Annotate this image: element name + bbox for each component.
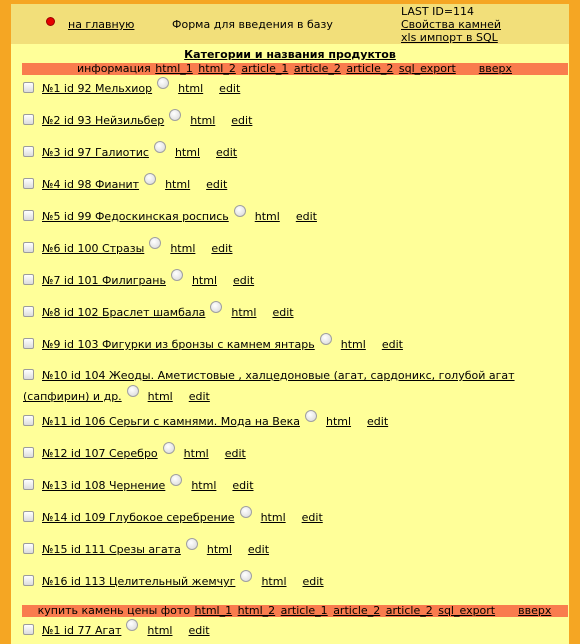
home-link[interactable]: на главную xyxy=(68,18,135,31)
item-checkbox[interactable] xyxy=(23,114,34,125)
item-radio[interactable] xyxy=(169,109,181,121)
item-html-link[interactable]: html xyxy=(191,479,217,492)
categories-title: Категории и названия продуктов xyxy=(184,48,396,61)
list-item xyxy=(23,410,563,431)
item-edit-link[interactable]: edit xyxy=(231,114,253,127)
item-radio[interactable] xyxy=(210,301,222,313)
item-checkbox[interactable] xyxy=(23,82,34,93)
item-checkbox[interactable] xyxy=(23,575,34,586)
list-item xyxy=(23,506,563,527)
item-radio[interactable] xyxy=(320,333,332,345)
list-item xyxy=(23,619,563,640)
item-name-link[interactable]: №12 id 107 Серебро xyxy=(42,447,158,460)
item-checkbox[interactable] xyxy=(23,479,34,490)
item-edit-link[interactable]: edit xyxy=(232,479,254,492)
item-checkbox[interactable] xyxy=(23,178,34,189)
item-name-link[interactable]: №14 id 109 Глубокое серебрение xyxy=(42,511,235,524)
item-edit-link[interactable]: edit xyxy=(233,274,255,287)
list-item xyxy=(23,442,563,463)
item-html-link[interactable]: html xyxy=(170,242,196,255)
item-name-link[interactable]: №3 id 97 Галиотис xyxy=(42,146,149,159)
list-item xyxy=(23,237,563,258)
item-html-link[interactable]: html xyxy=(165,178,191,191)
item-html-link[interactable]: html xyxy=(254,210,280,223)
xls-import-link[interactable]: xls импорт в SQL xyxy=(401,31,498,44)
item-checkbox[interactable] xyxy=(23,274,34,285)
list-item xyxy=(23,301,563,322)
list-item xyxy=(23,109,563,130)
item-edit-link[interactable]: edit xyxy=(302,575,324,588)
nav2-article-2-link[interactable]: article_2 xyxy=(333,604,381,617)
item-name-link[interactable]: №15 id 111 Срезы агата xyxy=(42,543,181,556)
status-dot-icon xyxy=(46,17,55,26)
item-name-link[interactable]: №4 id 98 Фианит xyxy=(42,178,140,191)
item-edit-link[interactable]: edit xyxy=(188,624,210,637)
nav2-html-2-link[interactable]: html_2 xyxy=(237,604,276,617)
item-html-link[interactable]: html xyxy=(191,274,218,287)
item-edit-link[interactable]: edit xyxy=(367,415,389,428)
section2-nav-bar xyxy=(22,605,568,617)
list-item xyxy=(23,205,563,226)
item-edit-link[interactable]: edit xyxy=(272,306,294,319)
nav-html-1-link[interactable]: html_1 xyxy=(155,62,193,75)
item-checkbox[interactable] xyxy=(23,146,34,157)
item-radio[interactable] xyxy=(171,269,183,281)
item-checkbox[interactable] xyxy=(23,242,34,253)
item-html-link[interactable]: html xyxy=(190,114,216,127)
item-html-link[interactable]: html xyxy=(340,338,366,351)
nav-article-2b-link[interactable]: article_2 xyxy=(346,62,394,75)
item-checkbox[interactable] xyxy=(23,338,34,349)
section-nav-bar xyxy=(22,63,568,75)
item-edit-link[interactable]: edit xyxy=(216,146,238,159)
item-html-link[interactable]: html xyxy=(178,82,204,95)
list-item xyxy=(23,366,563,406)
item-radio[interactable] xyxy=(157,77,169,89)
nav2-article-2b-link[interactable]: article_2 xyxy=(385,604,433,617)
nav-article-1-link[interactable]: article_1 xyxy=(241,62,289,75)
item-name-link[interactable]: №16 id 113 Целительный жемчуг xyxy=(42,575,236,588)
item-checkbox[interactable] xyxy=(23,415,34,426)
item-html-link[interactable]: html xyxy=(174,146,200,159)
item-html-link[interactable]: html xyxy=(147,624,173,637)
nav2-sql-export-link[interactable]: sql_export xyxy=(438,604,496,617)
nav2-article-1-link[interactable]: article_1 xyxy=(280,604,328,617)
item-html-link[interactable]: html xyxy=(206,543,232,556)
item-edit-link[interactable]: edit xyxy=(224,447,246,460)
item-edit-link[interactable]: edit xyxy=(301,511,323,524)
item-name-link[interactable]: №2 id 93 Нейзильбер xyxy=(42,114,165,127)
item-edit-link[interactable]: edit xyxy=(211,242,233,255)
item-html-link[interactable]: html xyxy=(183,447,209,460)
item-radio[interactable] xyxy=(163,442,175,454)
item-checkbox[interactable] xyxy=(23,369,34,380)
list-item xyxy=(23,77,563,98)
item-checkbox[interactable] xyxy=(23,210,34,221)
item-checkbox[interactable] xyxy=(23,543,34,554)
list-item xyxy=(23,173,563,194)
item-radio[interactable] xyxy=(186,538,198,550)
item-radio[interactable] xyxy=(154,141,166,153)
item-checkbox[interactable] xyxy=(23,511,34,522)
item-html-link[interactable]: html xyxy=(231,306,257,319)
item-name-link[interactable]: №9 id 103 Фигурки из бронзы с камнем янтарь xyxy=(42,338,315,351)
item-radio[interactable] xyxy=(240,506,252,518)
item-radio[interactable] xyxy=(127,385,139,397)
item-radio[interactable] xyxy=(126,619,138,631)
item-name-link[interactable]: №5 id 99 Федоскинская роспись xyxy=(42,210,229,223)
last-id-label: LAST ID=114 xyxy=(401,5,475,18)
item-edit-link[interactable]: edit xyxy=(381,338,403,351)
list-item xyxy=(23,141,563,162)
item-radio[interactable] xyxy=(144,173,156,185)
item-radio[interactable] xyxy=(234,205,246,217)
item-html-link[interactable]: html xyxy=(325,415,352,428)
item-name-link[interactable]: №1 id 92 Мельхиор xyxy=(42,82,153,95)
item-name-link[interactable]: №6 id 100 Стразы xyxy=(42,242,145,255)
content-frame xyxy=(11,4,569,644)
item-html-link[interactable]: html xyxy=(147,390,173,403)
item-edit-link[interactable]: edit xyxy=(295,210,317,223)
nav-up-link[interactable]: вверх xyxy=(478,62,513,75)
item-edit-link[interactable]: edit xyxy=(247,543,270,556)
item-checkbox[interactable] xyxy=(23,306,34,317)
list-item xyxy=(23,269,563,290)
list-item xyxy=(23,474,563,495)
item-html-link[interactable]: html xyxy=(261,575,287,588)
item-radio[interactable] xyxy=(240,570,252,582)
form-title: Форма для введения в базу xyxy=(172,18,333,31)
nav-sql-export-link[interactable]: sql_export xyxy=(398,62,456,75)
stone-properties-link[interactable]: Свойства камней xyxy=(401,18,502,31)
nav-html-2-link[interactable]: html_2 xyxy=(198,62,236,75)
nav2-prefix: купить камень цены фото xyxy=(37,604,191,617)
nav-prefix: информация xyxy=(76,62,151,75)
nav2-up-link[interactable]: вверх xyxy=(518,604,552,617)
item-checkbox[interactable] xyxy=(23,447,34,458)
item-radio[interactable] xyxy=(170,474,182,486)
item-name-link[interactable]: №1 id 77 Агат xyxy=(42,624,122,637)
item-name-link[interactable]: №11 id 106 Серьги с камнями. Мода на Века xyxy=(42,415,300,428)
list-item xyxy=(23,333,563,354)
item-edit-link[interactable]: edit xyxy=(188,390,210,403)
header-bar xyxy=(11,4,569,44)
nav-article-2-link[interactable]: article_2 xyxy=(293,62,341,75)
item-checkbox[interactable] xyxy=(23,624,34,635)
item-radio[interactable] xyxy=(305,410,317,422)
item-name-link[interactable]: №13 id 108 Чернение xyxy=(42,479,166,492)
item-name-link[interactable]: №10 id 104 Жеоды. Аметистовые , халцедоновые (агат, сардоникс, голубой агат (сапфирин) и др. xyxy=(23,369,515,403)
item-edit-link[interactable]: edit xyxy=(206,178,228,191)
list-item xyxy=(23,538,563,559)
item-name-link[interactable]: №8 id 102 Браслет шамбала xyxy=(42,306,206,319)
nav2-html-1-link[interactable]: html_1 xyxy=(194,604,233,617)
item-edit-link[interactable]: edit xyxy=(219,82,241,95)
item-html-link[interactable]: html xyxy=(260,511,286,524)
list-item xyxy=(23,570,563,591)
item-name-link[interactable]: №7 id 101 Филигрань xyxy=(42,274,166,287)
item-radio[interactable] xyxy=(149,237,161,249)
